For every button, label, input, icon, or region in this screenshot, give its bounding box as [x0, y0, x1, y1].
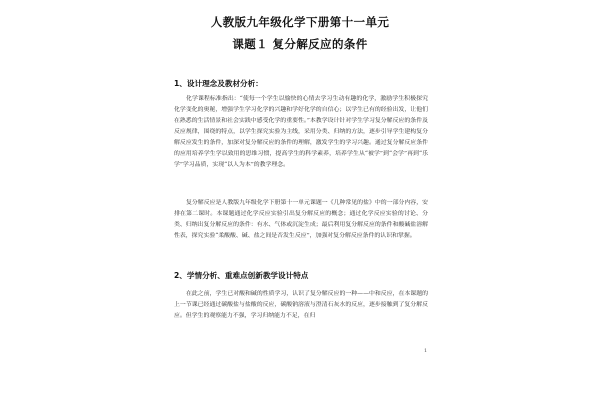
section-2-heading: 2、学情分析、重难点创新教学设计特点 — [174, 271, 309, 280]
section-1-paragraph-1: 化学课程标准指出：“使每一个学生以愉快的心情去学习生动有趣的化学，激励学生积极探究化学变化的奥秘，增强学生学习化学的兴趣和学好化学的自信心；以学生已有的经验出发，让他们在熟悉的生活情景和社会实践中感受化学的重要性。”本教学设计针对学生学习复分解反应的条件及反应规律，围绕的特点，以学生探究实验为主线，采用分类、归纳的方法，逐步引导学生建构复分解反应发生的条件，加深对复分解反应的条件的理解，激发学生的学习兴趣。通过复分解反应条件的应用培养学生学以致用的思维习惯，提高学生的科学素养，培养学生从“被学”到“会学”再到“乐学”学习品质，实现“以人为本”的教学理念。 — [174, 96, 428, 168]
section-1-paragraph-2: 复分解反应是人教版九年级化学下册第十一单元课题一《几种常见的盐》中的一部分内容，安排在第二课时。本课题通过化学反应实验引出复分解反应的概念；通过化学反应实验的讨论、分类、归纳出复分解反应的条件：有水、气体或沉淀生成；最后利用复分解反应的条件和酸碱盐溶解性表，探究实验“柔酸酸、碱、盐之间是否发生反应”，加强对复分解反应条件的认识和掌握。 — [174, 200, 428, 239]
document-title: 人教版九年级化学下册第十一单元 — [210, 15, 390, 29]
section-1-heading: 1、设计理念及教材分析： — [174, 79, 263, 88]
lesson-title: 课题１ 复分解反应的条件 — [232, 37, 368, 51]
page-number: 1 — [424, 348, 428, 354]
section-2-paragraph-1: 在此之前，学生已对酸和碱的性质学习，认识了复分解反应的一种——中和反应，在本课题的上一节课已经通过碳酸盐与盐酸的反应，碳酸钠溶液与澄清石灰水的反应，逐步接触到了复分解反应。但学生的观察能力不强，学习归纳能力不足，在归 — [174, 291, 428, 319]
